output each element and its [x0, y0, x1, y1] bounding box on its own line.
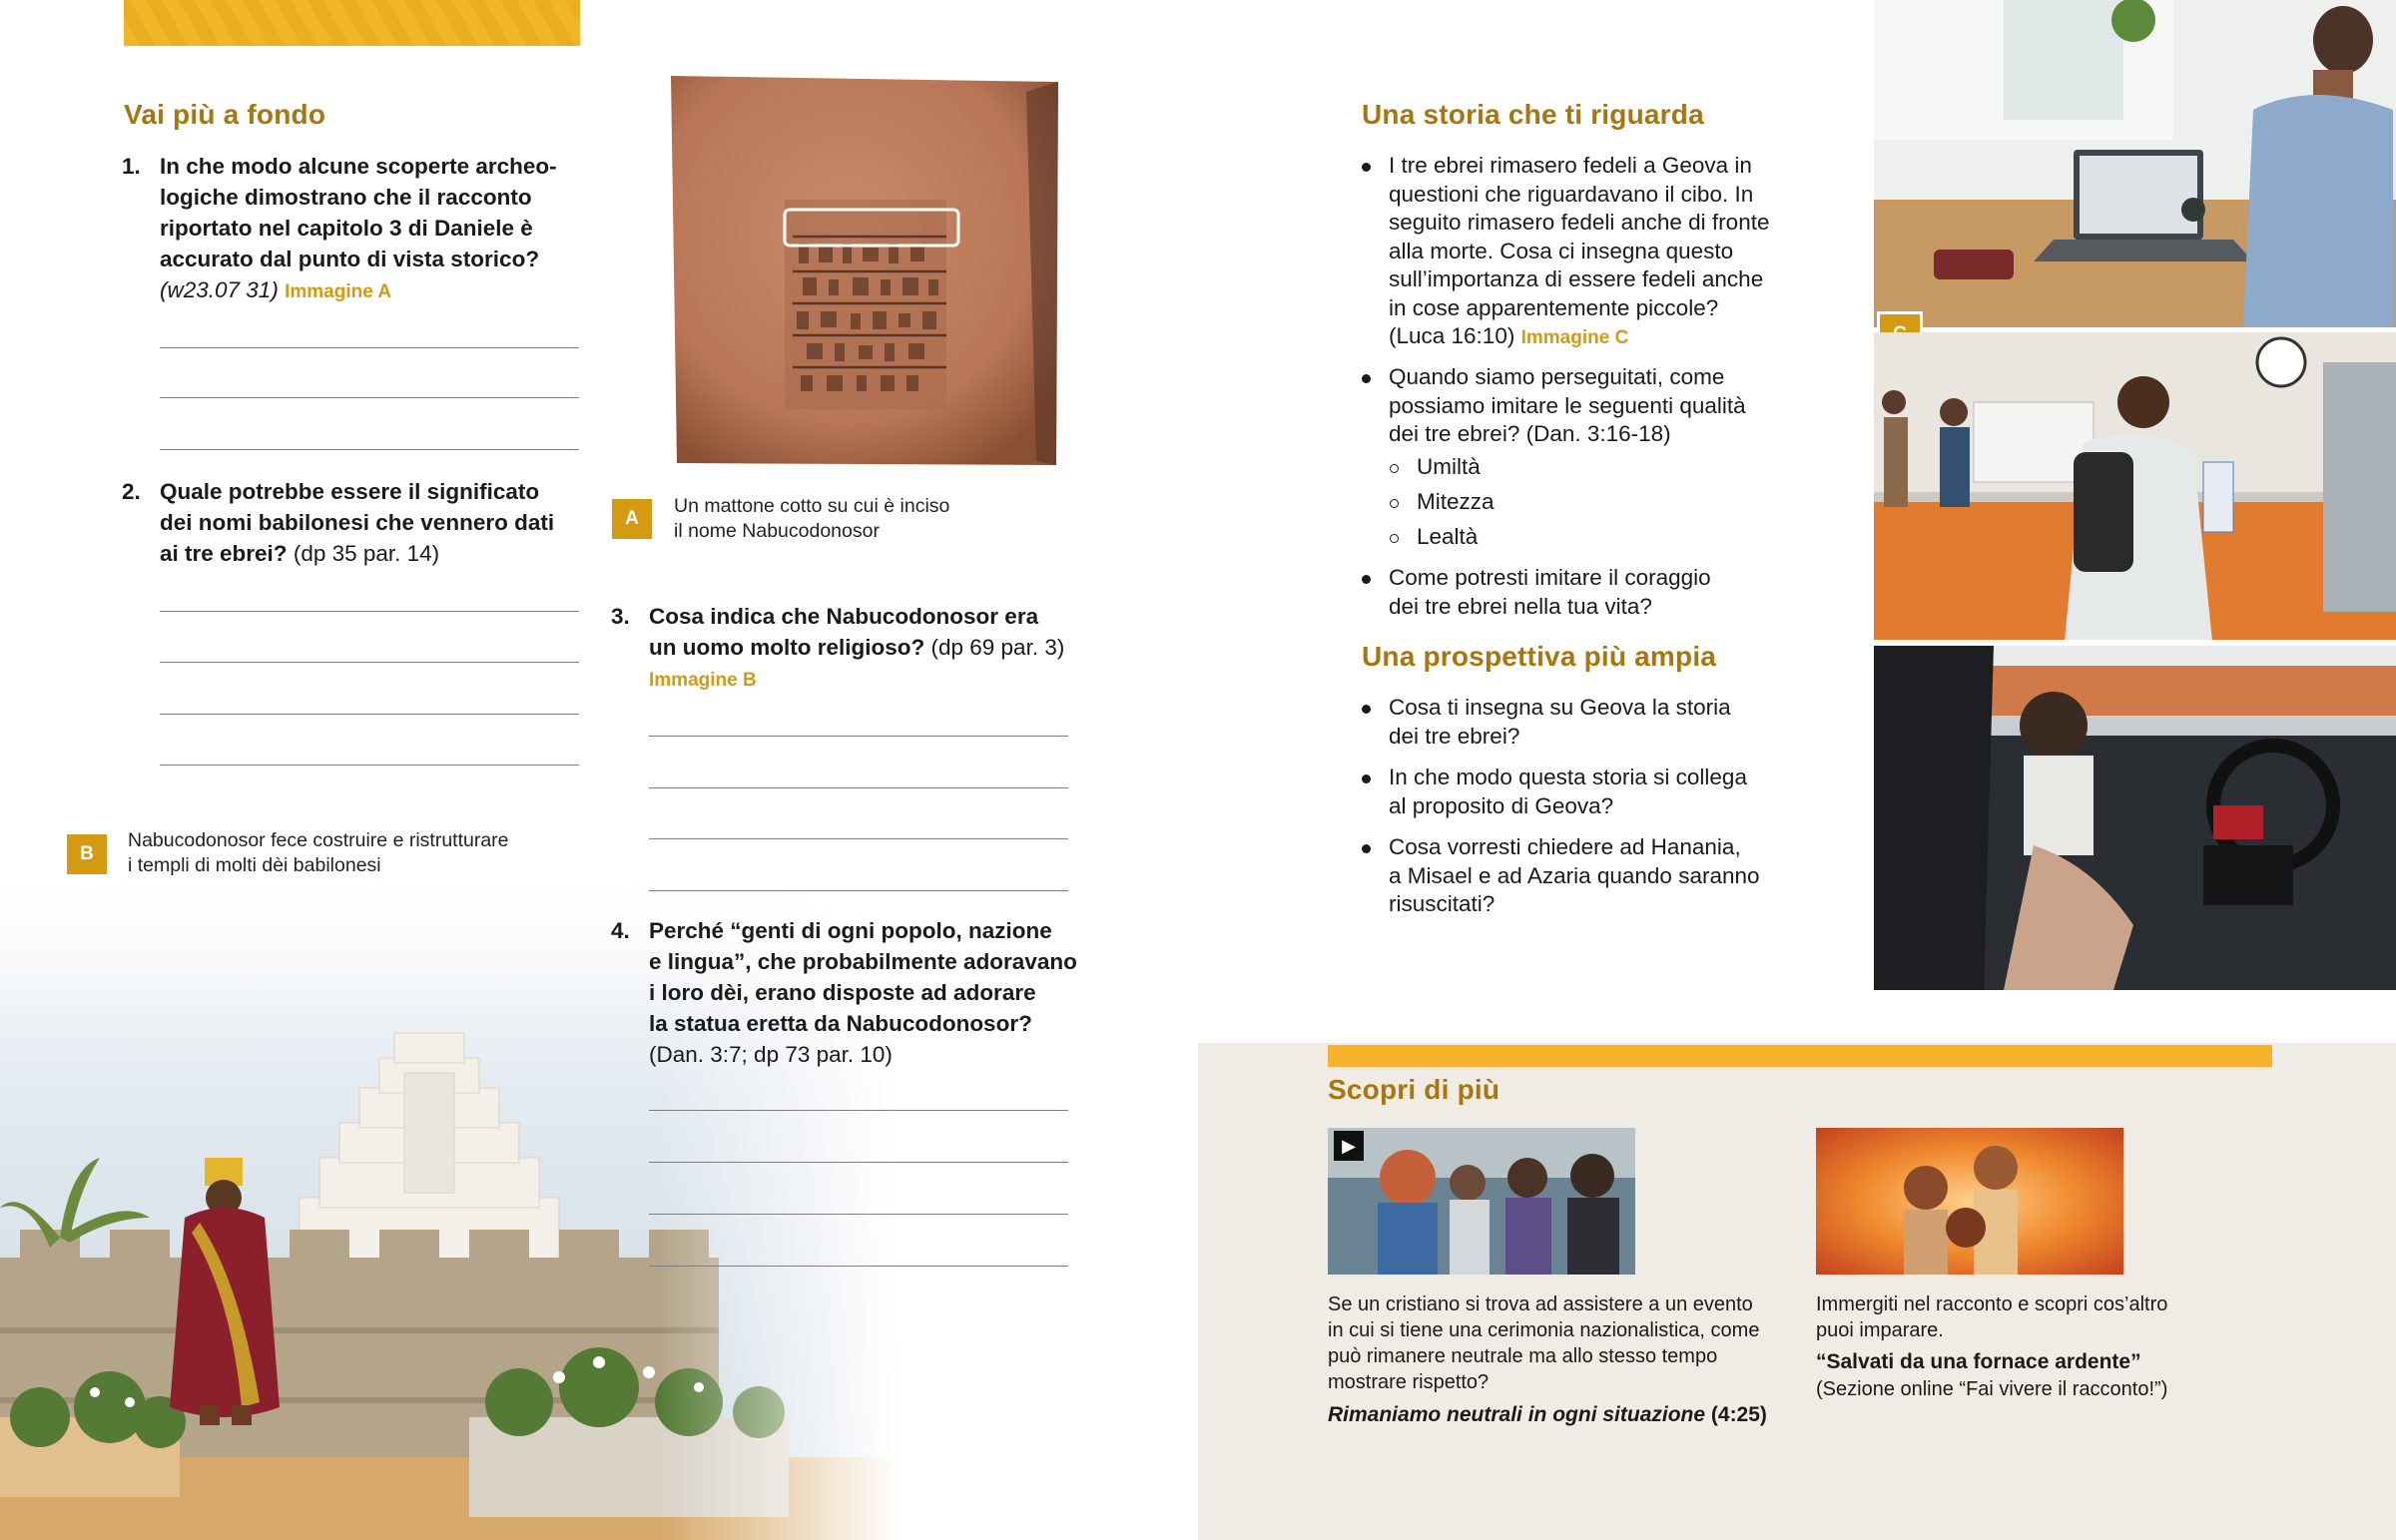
bullet-dot	[1362, 374, 1371, 383]
answer-line[interactable]	[649, 736, 1068, 737]
video-thumbnail-neutral[interactable]	[1328, 1128, 1635, 1275]
image-b-badge: B	[67, 834, 107, 874]
question-number: 3.	[611, 604, 630, 629]
decorative-gold-bar	[124, 0, 580, 46]
bullet-dot	[1362, 844, 1371, 853]
story-description: Immergiti nel racconto e scopri cos’altro puoi imparare.	[1816, 1293, 2168, 1341]
answer-line[interactable]	[649, 838, 1068, 839]
bullet-item: Cosa vorresti chiedere ad Hanania, a Misael e ad Azaria quando saranno risuscitati?	[1389, 833, 1808, 919]
question-1: 1. In che modo alcune scoperte archeo- logiche dimostrano che il racconto riportato nel capitolo 3 di Daniele è accurato dal punto di vista storico? (w23.07 31) Immagine A	[160, 151, 599, 307]
play-icon[interactable]: ▶	[1334, 1131, 1364, 1161]
woman-laptop-photo	[1874, 0, 2396, 327]
man-workplace-photo	[1874, 332, 2396, 640]
bullet-dot	[1362, 705, 1371, 714]
question-reference: (w23.07 31)	[160, 277, 279, 302]
video-title-link[interactable]: Rimaniamo neutrali in ogni situazione (4:25)	[1328, 1403, 1767, 1426]
bullet-ring	[1390, 534, 1399, 543]
bullet-dot	[1362, 575, 1371, 584]
answer-line[interactable]	[160, 449, 579, 450]
sub-bullet-item: Mitezza	[1417, 488, 1495, 517]
section-heading-scopri: Scopri di più	[1328, 1074, 1500, 1105]
answer-line[interactable]	[160, 397, 579, 398]
image-a-link[interactable]: Immagine A	[285, 281, 392, 302]
answer-line[interactable]	[649, 1110, 1068, 1111]
section-heading-una-storia: Una storia che ti riguarda	[1362, 99, 1704, 130]
woman-car-photo	[1874, 646, 2396, 990]
answer-line[interactable]	[649, 890, 1068, 891]
image-a-caption: Un mattone cotto su cui è inciso il nome Nabucodonosor	[674, 495, 950, 542]
answer-line[interactable]	[649, 1214, 1068, 1215]
bullet-item: In che modo questa storia si collega al proposito di Geova?	[1389, 764, 1808, 820]
answer-line[interactable]	[649, 787, 1068, 788]
section-heading-prospettiva: Una prospettiva più ampia	[1362, 641, 1717, 672]
answer-line[interactable]	[160, 611, 579, 612]
bullet-item: Cosa ti insegna su Geova la storia dei tre ebrei?	[1389, 694, 1808, 751]
image-a-badge: A	[612, 499, 652, 539]
scopri-decorative-bar	[1328, 1045, 2272, 1067]
story-section-note: (Sezione online “Fai vivere il racconto!”)	[1816, 1378, 2168, 1400]
sub-bullet-item: Umiltà	[1417, 453, 1481, 482]
question-number: 2.	[122, 479, 141, 504]
answer-line[interactable]	[160, 662, 579, 663]
answer-line[interactable]	[160, 714, 579, 715]
question-number: 1.	[122, 154, 141, 179]
question-reference: (dp 35 par. 14)	[293, 541, 440, 566]
section-heading-vai-piu-a-fondo: Vai più a fondo	[124, 99, 326, 130]
bullet-ring	[1390, 499, 1399, 508]
story-title-link[interactable]: “Salvati da una fornace ardente”	[1816, 1350, 2141, 1373]
image-b-caption: Nabucodonosor fece costruire e ristrutturare i templi di molti dèi babilonesi	[128, 829, 509, 876]
bullet-item: Quando siamo perseguitati, come possiamo imitare le seguenti qualità dei tre ebrei? (Dan. 3:16-18)	[1389, 363, 1808, 449]
sub-bullet-item: Lealtà	[1417, 523, 1478, 552]
question-reference: (Dan. 3:7; dp 73 par. 10)	[649, 1042, 893, 1067]
story-thumbnail-furnace[interactable]	[1816, 1128, 2123, 1275]
bullet-dot	[1362, 774, 1371, 783]
question-4: 4. Perché “genti di ogni popolo, nazione e lingua”, che probabilmente adoravano i loro dèi, erano disposte ad adorare la statua eretta da Nabucodonosor? (Dan. 3:7; dp 73 par. 10)	[649, 915, 1098, 1070]
bullet-ring	[1390, 464, 1399, 473]
bullet-item: I tre ebrei rimasero fedeli a Geova in questioni che riguardavano il cibo. In seguito rimasero fedeli anche di fronte alla morte. Cosa ci insegna questo sull’importanza di essere fedeli anche in cose apparentemente piccole? (Luca 16:10) Immagine C	[1389, 152, 1808, 353]
question-3: 3. Cosa indica che Nabucodonosor era un uomo molto religioso? (dp 69 par. 3) Immagine B	[649, 601, 1088, 696]
image-b-link[interactable]: Immagine B	[649, 670, 757, 691]
question-reference: (dp 69 par. 3)	[930, 635, 1065, 660]
answer-line[interactable]	[160, 765, 579, 766]
bullet-item: Come potresti imitare il coraggio dei tre ebrei nella tua vita?	[1389, 564, 1808, 621]
bullet-dot	[1362, 163, 1371, 172]
question-2: 2. Quale potrebbe essere il significato dei nomi babilonesi che vennero dati ai tre ebrei? (dp 35 par. 14)	[160, 476, 599, 569]
answer-line[interactable]	[649, 1266, 1068, 1267]
inscribed-brick-photo	[667, 72, 1062, 471]
video-description: Se un cristiano si trova ad assistere a un evento in cui si tiene una cerimonia nazionalistica, come può rimanere neutrale ma allo stesso tempo mostrare rispetto?	[1328, 1293, 1760, 1393]
question-number: 4.	[611, 918, 630, 943]
video-duration: (4:25)	[1710, 1403, 1767, 1426]
image-c-link[interactable]: Immagine C	[1520, 327, 1629, 348]
answer-line[interactable]	[160, 347, 579, 348]
answer-line[interactable]	[649, 1162, 1068, 1163]
